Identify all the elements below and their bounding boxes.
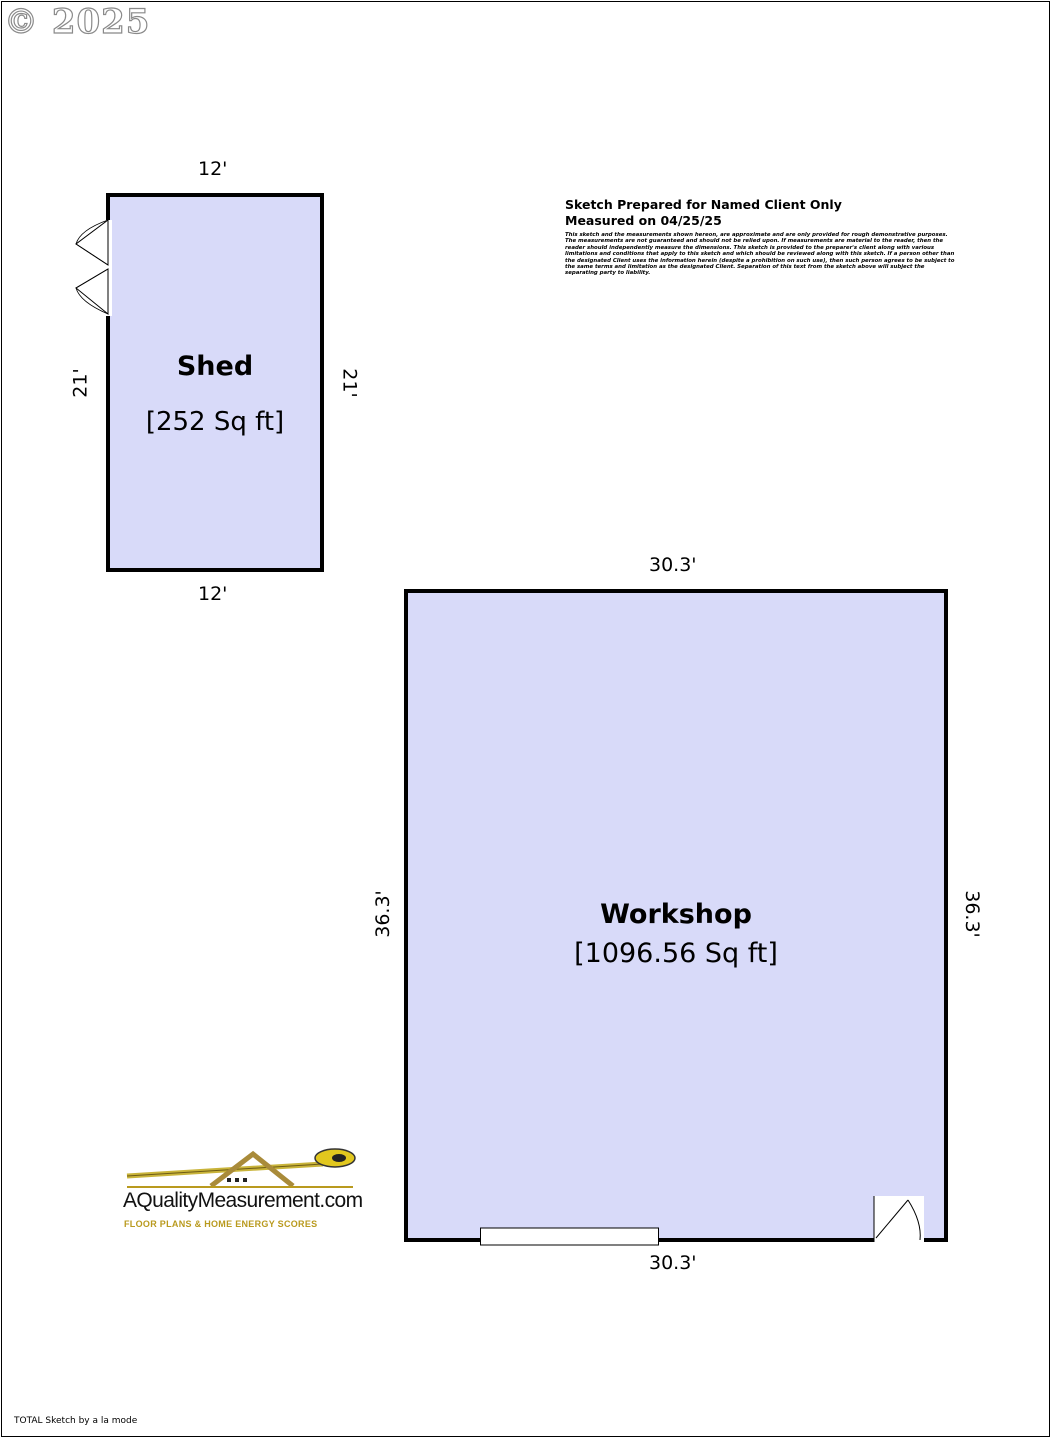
workshop-dim-bottom: 30.3' [649, 1252, 697, 1274]
workshop-area: [1096.56 Sq ft] [574, 938, 778, 969]
shed-dim-left: 21' [69, 368, 92, 398]
logo-company-name: AQualityMeasurement.com [123, 1189, 363, 1212]
notice-disclaimer: This sketch and the measurements shown hereon, are approximate and are only provided for rough demonstrative purposes. The measurements are not guaranteed and should not be relied upon. If measurements are material to the reader, then the reader should independently measure the dimensions. This sketch is provided to the preparer's client along with various limitations and conditions that apply to this sketch and which should be reviewed along with this sketch. If a person other than the designated Client uses the information herein (despite a prohibition on such use), then such person agrees to be subject to the same terms and limitation as the designated Client. Separation of this text from the sketch above will subject the separating party to liability. [565, 232, 955, 277]
shed-double-door-icon [70, 218, 114, 318]
house-tape-measure-icon [123, 1146, 359, 1190]
shed-dim-top: 12' [198, 158, 228, 180]
company-logo [123, 1146, 363, 1244]
shed-room [106, 193, 324, 572]
workshop-room [404, 589, 948, 1242]
workshop-swing-door-icon [874, 1196, 926, 1244]
sketch-notice [565, 197, 955, 277]
shed-dim-right: 21' [338, 368, 361, 398]
shed-dim-bottom: 12' [198, 583, 228, 605]
copyright-watermark: © 2025 [4, 2, 151, 42]
workshop-dim-right: 36.3' [960, 890, 983, 938]
footer-credit: TOTAL Sketch by a la mode [14, 1416, 138, 1426]
notice-heading-client: Sketch Prepared for Named Client Only [565, 197, 842, 212]
workshop-dim-top: 30.3' [649, 554, 697, 576]
workshop-dim-left: 36.3' [371, 890, 394, 938]
shed-area: [252 Sq ft] [145, 407, 285, 437]
notice-heading-date: Measured on 04/25/25 [565, 213, 722, 228]
shed-title: Shed [176, 351, 254, 382]
workshop-title: Workshop [600, 899, 752, 930]
logo-tagline: FLOOR PLANS & HOME ENERGY SCORES [124, 1219, 318, 1229]
workshop-overhead-door-icon [480, 1227, 660, 1247]
